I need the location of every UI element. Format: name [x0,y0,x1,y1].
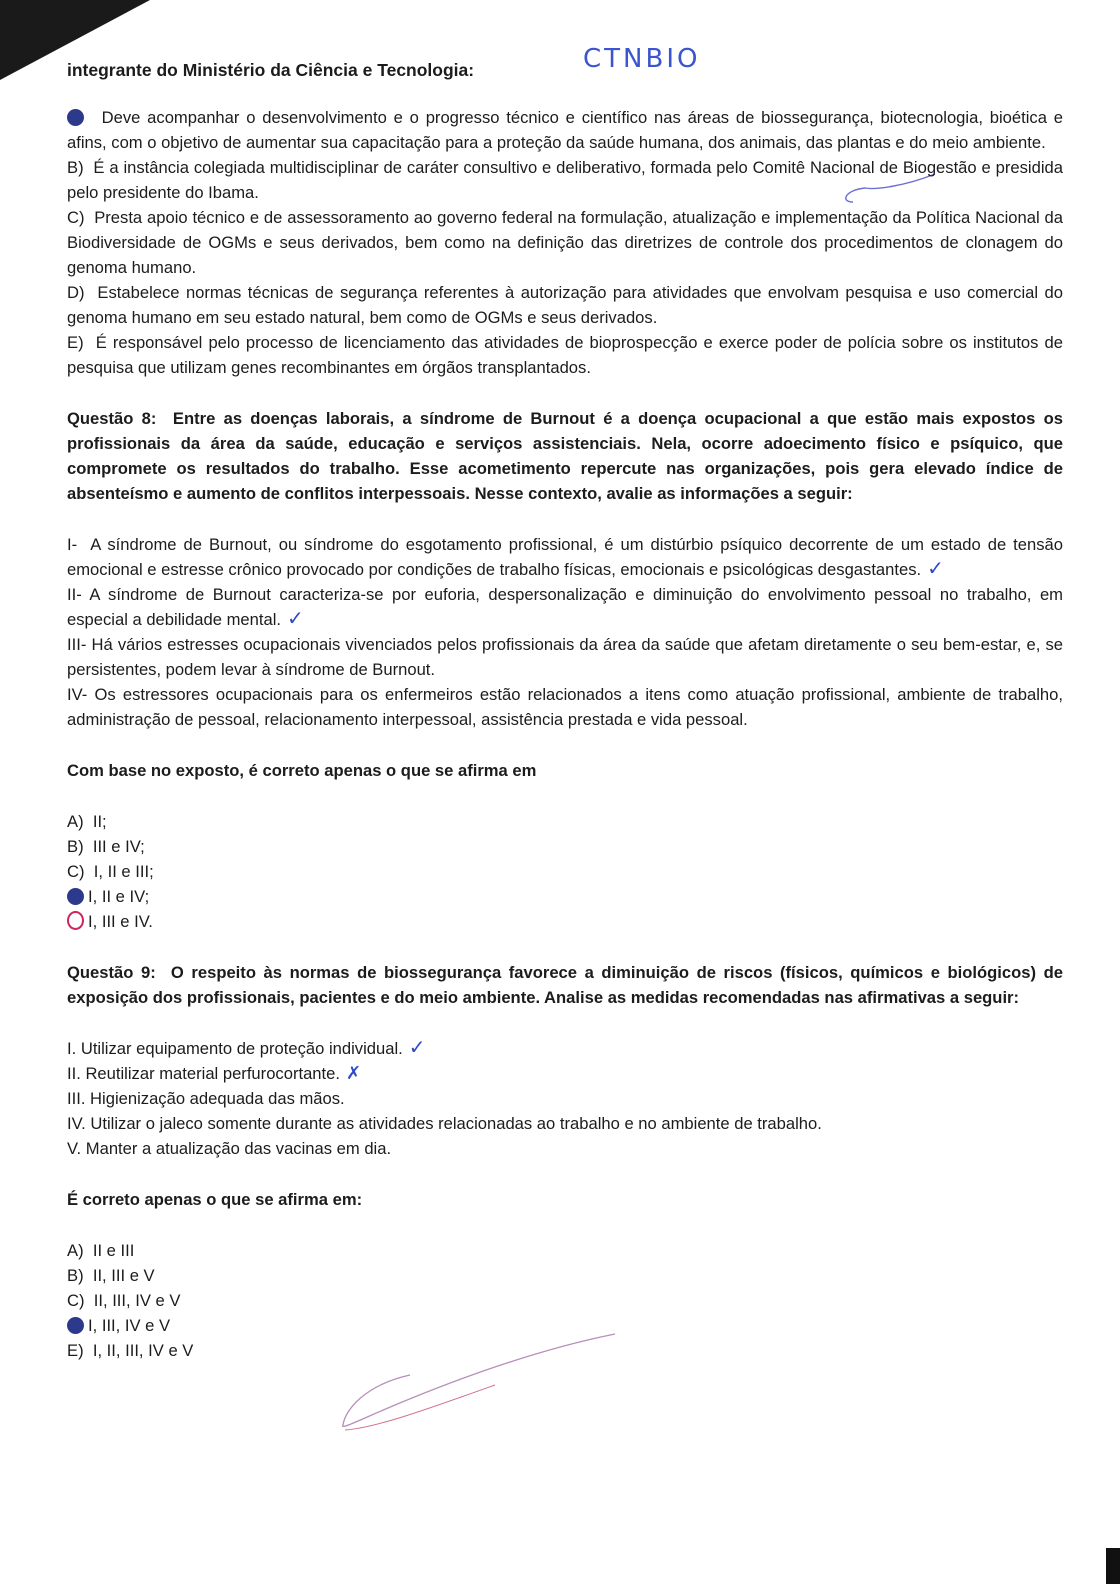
check-mark-icon: ✓ [287,608,304,630]
question-9-options [67,1238,1063,1363]
q8-option-d[interactable] [67,884,1063,909]
option-text: É a instância colegiada multidisciplinar de caráter consultivo e deliberativo, formada pelo Comitê Nacional de Biogestão e presidida pelo presidente do Ibama. [67,158,1063,202]
question-8-text: Entre as doenças laborais, a síndrome de Burnout é a doença ocupacional a que estão mais expostos os profissionais da área da saúde, educação e serviços assistenciais. Nela, ocorre adoecimento físico e psíquico, que compromete os resultados do trabalho. Esse acometimento repercute nas organizações, pois gera elevado índice de absenteísmo e aumento de conflitos interpessoais. Nesse contexto, avalie as informações a seguir: [67,409,1063,503]
q8-option-a[interactable] [67,809,1063,834]
check-mark-icon: ✓ [408,1037,426,1059]
option-text: II, III, IV e V [93,1291,181,1310]
option-label: C) [67,1291,85,1310]
q9-option-c[interactable] [67,1288,1063,1313]
option-text: II e III [92,1241,135,1260]
check-mark-icon: ✓ [927,558,944,580]
option-text: II, III e V [92,1266,155,1285]
question-9-items [67,1036,1063,1161]
option-text: I, II, III, IV e V [92,1341,194,1360]
intro-options [67,105,1063,380]
scan-shadow-bottom-right [1106,1548,1120,1584]
answer-mark-icon [67,888,84,905]
option-text: I, II e III; [93,862,154,881]
item-text: Os estressores ocupacionais para os enfermeiros estão relacionados a itens como atuação profissional, ambiente de trabalho, administração de pessoal, relacionamento interpessoal, assistência prestada e vida pessoal. [67,685,1063,729]
q8-option-c[interactable] [67,859,1063,884]
option-label: E) [67,1341,84,1360]
section-heading: integrante do Ministério da Ciência e Tecnologia: [67,60,475,80]
option-label: A) [67,812,84,831]
q8-item-1 [67,532,1063,582]
item-text: IV. Utilizar o jaleco somente durante as atividades relacionadas ao trabalho e no ambiente de trabalho. [67,1114,822,1133]
item-label: I- [67,535,78,554]
item-text: V. Manter a atualização das vacinas em dia. [67,1139,392,1158]
q9-option-a[interactable] [67,1238,1063,1263]
intro-option-b [67,155,1063,205]
q9-item-3 [67,1086,1063,1111]
option-label: B) [67,1266,84,1285]
option-label: B) [67,158,84,177]
option-label: C) [67,862,85,881]
q9-option-e[interactable] [67,1338,1063,1363]
option-label: C) [67,208,85,227]
intro-option-d [67,280,1063,330]
item-text: A síndrome de Burnout caracteriza-se por euforia, despersonalização e diminuição do envolvimento pessoal no trabalho, em especial a debilidade mental. [67,585,1063,629]
q9-item-2 [67,1061,1063,1086]
item-label: II- [67,585,82,604]
option-text: I, III e IV. [88,912,153,931]
question-8-statement [67,406,1063,506]
exam-page [67,58,1063,1363]
option-label: A) [67,1241,84,1260]
answer-mark-icon [67,109,84,126]
q9-option-d[interactable] [67,1313,1063,1338]
intro-option-e [67,330,1063,380]
option-text: III e IV; [92,837,145,856]
item-text: A síndrome de Burnout, ou síndrome do esgotamento profissional, é um distúrbio psíquico decorrente de um estado de tensão emocional e estresse crônico provocado por condições de trabalho físicas, emocionais e psicológicas desgastantes. [67,535,1063,579]
question-8-options [67,809,1063,934]
question-9-prompt: É correto apenas o que se afirma em: [67,1190,363,1209]
q9-item-4 [67,1111,1063,1136]
answer-mark-icon [67,1317,84,1334]
question-8-items [67,532,1063,732]
item-text: Há vários estresses ocupacionais vivenciados pelos profissionais da área da saúde que afetam diretamente o seu bem-estar, e, se persistentes, podem levar à síndrome de Burnout. [67,635,1063,679]
red-answer-mark-icon [67,911,84,930]
q8-item-4 [67,682,1063,732]
question-9-title: Questão 9: [67,963,156,982]
q8-option-e[interactable] [67,909,1063,934]
option-label: B) [67,837,84,856]
intro-option-a [67,105,1063,155]
question-9-statement [67,960,1063,1010]
option-label: E) [67,333,84,352]
question-8-title: Questão 8: [67,409,157,428]
q8-item-2 [67,582,1063,632]
cross-mark-icon: ✗ [346,1063,362,1083]
question-9-text: O respeito às normas de biossegurança favorece a diminuição de riscos (físicos, químicos e biológicos) de exposição dos profissionais, pacientes e do meio ambiente. Analise as medidas recomendadas nas afirmativas a seguir: [67,963,1063,1007]
q8-item-3 [67,632,1063,682]
option-text: Deve acompanhar o desenvolvimento e o progresso técnico e científico nas áreas de biossegurança, biotecnologia, bioética e afins, com o objetivo de aumentar sua capacitação para a proteção da saúde humana, dos animais, das plantas e do meio ambiente. [67,108,1063,152]
option-text: II; [92,812,107,831]
option-text: I, II e IV; [88,887,150,906]
q9-option-b[interactable] [67,1263,1063,1288]
option-text: Presta apoio técnico e de assessoramento ao governo federal na formulação, atualização e implementação da Política Nacional da Biodiversidade de OGMs e seus derivados, bem como na definição das diretrizes de controle dos procedimentos de clonagem do genoma humano. [67,208,1063,277]
item-label: III- [67,635,87,654]
q9-item-5 [67,1136,1063,1161]
item-text: III. Higienização adequada das mãos. [67,1089,345,1108]
option-label: D) [67,283,85,302]
item-label: IV- [67,685,88,704]
item-text: II. Reutilizar material perfurocortante. [67,1064,340,1083]
handwritten-note: CTNBIO [583,44,701,74]
option-text: I, III, IV e V [88,1316,171,1335]
option-text: É responsável pelo processo de licenciamento das atividades de bioprospecção e exerce poder de polícia sobre os institutos de pesquisa que utilizam genes recombinantes em órgãos transplantados. [67,333,1063,377]
question-8-prompt: Com base no exposto, é correto apenas o que se afirma em [67,761,537,780]
intro-option-c [67,205,1063,280]
item-text: I. Utilizar equipamento de proteção individual. [67,1039,403,1058]
q9-item-1 [67,1036,1063,1061]
option-text: Estabelece normas técnicas de segurança referentes à autorização para atividades que envolvam pesquisa e uso comercial do genoma humano em seu estado natural, bem como de OGMs e seus derivados. [67,283,1063,327]
q8-option-b[interactable] [67,834,1063,859]
